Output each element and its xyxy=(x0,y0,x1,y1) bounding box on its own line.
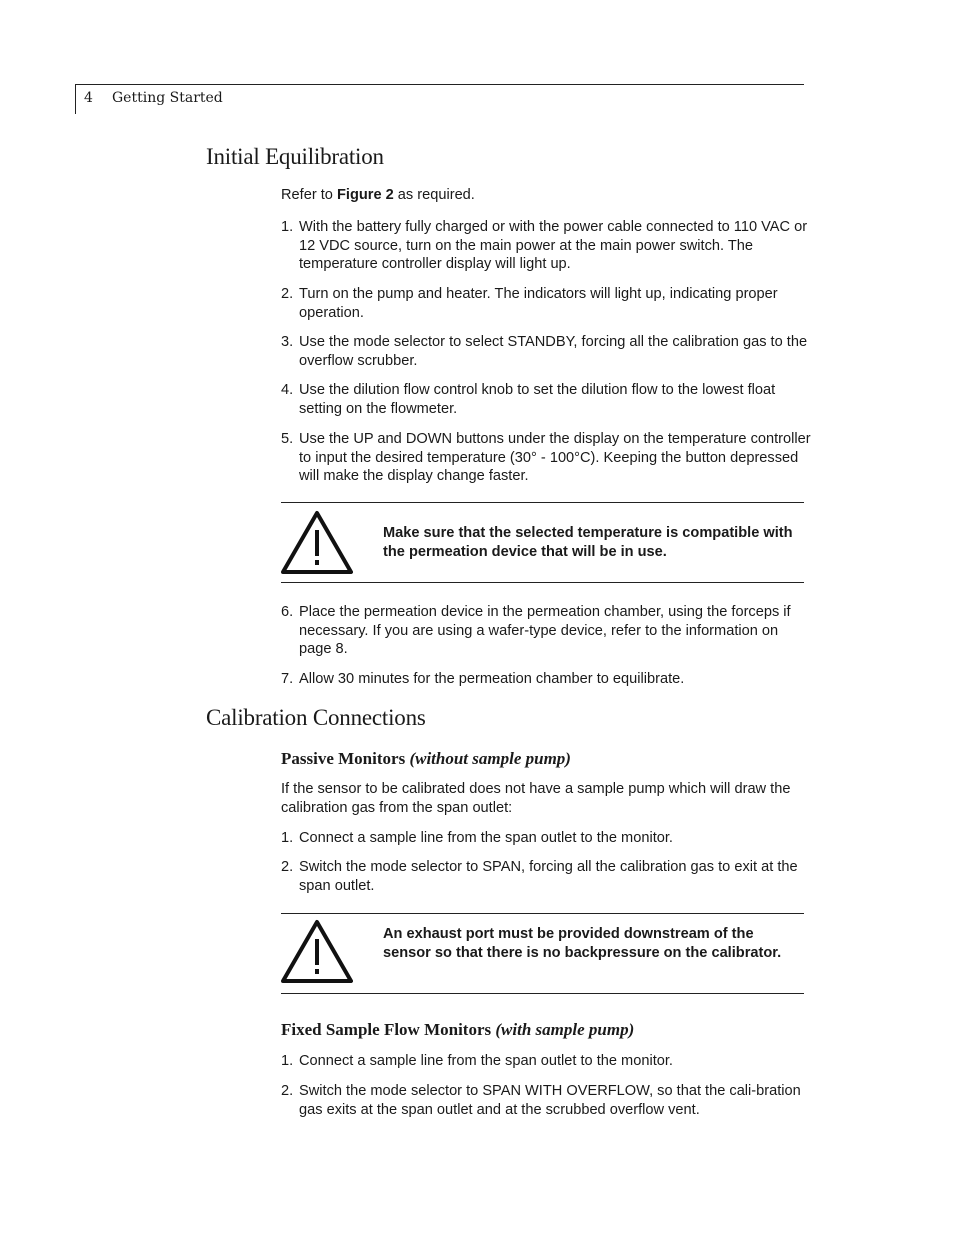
list-number: 6. xyxy=(281,604,294,620)
list-number: 3. xyxy=(281,334,294,350)
list-item xyxy=(281,829,811,848)
warning-triangle-icon xyxy=(281,919,353,983)
list-number: 7. xyxy=(281,671,294,687)
caution-bottom-rule xyxy=(281,582,804,583)
list-number: 5. xyxy=(281,431,294,447)
list-item xyxy=(281,1052,811,1071)
list-item xyxy=(281,333,811,370)
list-text: With the battery fully charged or with the power cable connected to 110 VAC or 12 VDC source, turn on the main power at the main power switch. The temperature controller display will light up. xyxy=(299,219,808,273)
list-item xyxy=(281,218,811,274)
subsection-title-qualifier: (without sample pump) xyxy=(409,749,571,768)
header-rule xyxy=(75,84,804,85)
subsection-title-text: Fixed Sample Flow Monitors xyxy=(281,1020,496,1039)
list-text: Use the UP and DOWN buttons under the display on the temperature controller to input the desired temperature (30° - 100°C). Keeping the button depressed will make the display change faster. xyxy=(299,431,811,485)
list-number: 2. xyxy=(281,859,294,875)
list-text: Turn on the pump and heater. The indicators will light up, indicating proper operation. xyxy=(299,286,778,321)
subsection-title-passive-monitors xyxy=(281,749,571,769)
subsection-title-qualifier: (with sample pump) xyxy=(495,1020,635,1039)
list-text: Place the permeation device in the permeation chamber, using the forceps if necessary. If you are using a wafer-type device, refer to the information on page 8. xyxy=(299,604,791,658)
list-text: Use the dilution flow control knob to set the dilution flow to the lowest float setting on the flowmeter. xyxy=(299,382,776,417)
list-text: Switch the mode selector to SPAN WITH OVERFLOW, so that the cali-bration gas exits at the span outlet and at the scrubbed overflow vent. xyxy=(299,1083,801,1118)
subsection-title-fixed-sample-flow-monitors xyxy=(281,1020,634,1040)
list-item xyxy=(281,285,811,322)
passive-intro-paragraph: If the sensor to be calibrated does not have a sample pump which will draw the calibration gas from the span outlet: xyxy=(281,781,791,816)
list-item xyxy=(281,670,811,689)
list-item xyxy=(281,430,811,486)
list-item xyxy=(281,1082,811,1119)
caution-bottom-rule xyxy=(281,993,804,994)
list-item xyxy=(281,381,811,418)
figure-reference: Figure 2 xyxy=(336,187,394,203)
list-number: 1. xyxy=(281,219,294,235)
list-item xyxy=(281,858,811,895)
list-text: Allow 30 minutes for the permeation chamber to equilibrate. xyxy=(299,671,685,687)
intro-prefix: Refer to xyxy=(281,187,337,203)
list-text: Connect a sample line from the span outlet to the monitor. xyxy=(299,1053,673,1069)
caution-text: Make sure that the selected temperature is compatible with the permeation device that will be in use. xyxy=(383,525,793,560)
page-number: 4 xyxy=(84,90,93,106)
list-number: 2. xyxy=(281,286,294,302)
intro-paragraph xyxy=(281,186,811,205)
section-title-calibration-connections: Calibration Connections xyxy=(206,705,426,730)
running-head: Getting Started xyxy=(112,90,223,106)
list-text: Use the mode selector to select STANDBY, forcing all the calibration gas to the overflow scrubber. xyxy=(299,334,808,369)
subsection-title-text: Passive Monitors xyxy=(281,749,410,768)
list-number: 2. xyxy=(281,1083,294,1099)
caution-top-rule xyxy=(281,502,804,503)
warning-triangle-icon xyxy=(281,510,353,574)
list-number: 1. xyxy=(281,1053,294,1069)
list-number: 4. xyxy=(281,382,294,398)
header-margin-rule xyxy=(75,84,76,114)
intro-suffix: as required. xyxy=(393,187,475,203)
list-item xyxy=(281,603,811,659)
caution-text: An exhaust port must be provided downstream of the sensor so that there is no backpressure on the calibrator. xyxy=(383,926,782,961)
list-text: Switch the mode selector to SPAN, forcing all the calibration gas to exit at the span outlet. xyxy=(299,859,798,894)
list-number: 1. xyxy=(281,830,294,846)
section-title-initial-equilibration: Initial Equilibration xyxy=(206,144,384,169)
caution-top-rule xyxy=(281,913,804,914)
list-text: Connect a sample line from the span outlet to the monitor. xyxy=(299,830,673,846)
